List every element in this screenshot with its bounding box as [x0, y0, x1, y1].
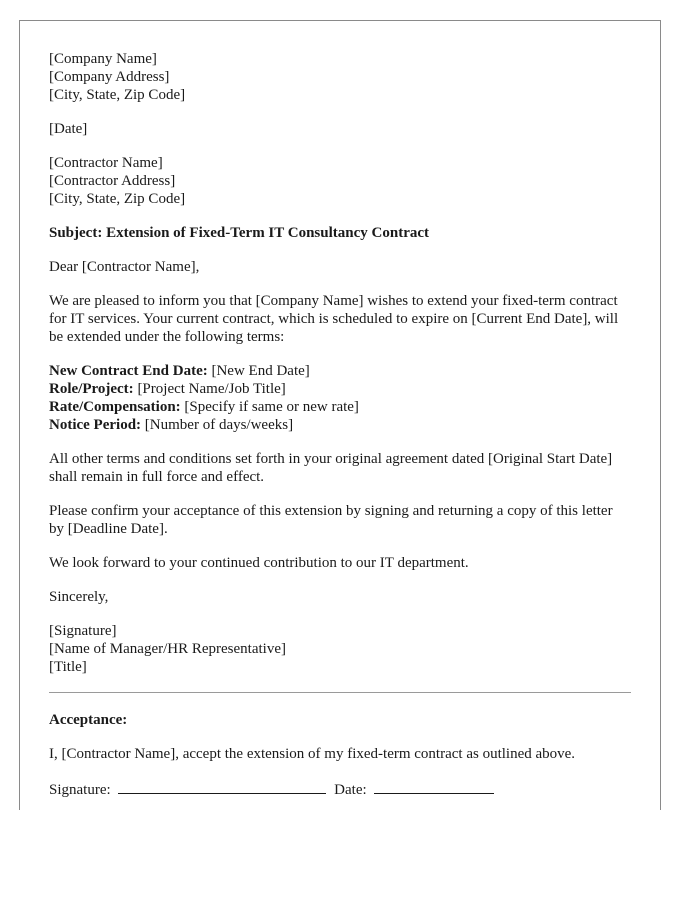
signature-row [49, 779, 631, 799]
term-item [49, 362, 631, 380]
sender-name: [Company Name] [49, 51, 157, 67]
term-label: Rate/Compensation: [49, 399, 181, 415]
signatory-name: [Name of Manager/HR Representative] [49, 641, 286, 657]
term-value: [Project Name/Job Title] [133, 381, 286, 397]
date-block [49, 120, 631, 138]
recipient-name: [Contractor Name] [49, 155, 163, 171]
recipient-city: [City, State, Zip Code] [49, 191, 186, 207]
conditions-paragraph: All other terms and conditions set forth in your original agreement dated [Original Start Date] shall remain in full force and effect. [49, 451, 613, 485]
acceptance-statement: I, [Contractor Name], accept the extension of my fixed-term contract as outlined above. [49, 746, 576, 762]
term-label: Role/Project: [49, 381, 134, 397]
signatory-block [49, 622, 631, 676]
recipient-block [49, 154, 631, 208]
term-item [49, 398, 631, 416]
signatory-title: [Title] [49, 659, 87, 675]
letter-page [19, 20, 661, 810]
signature-label: Signature: [49, 782, 111, 798]
signoff: Sincerely, [49, 589, 109, 605]
date-label: Date: [334, 782, 367, 798]
sender-address: [Company Address] [49, 69, 170, 85]
signature-placeholder: [Signature] [49, 623, 117, 639]
subject-line: Subject: Extension of Fixed-Term IT Consultancy Contract [49, 225, 430, 241]
term-value: [Specify if same or new rate] [180, 399, 359, 415]
salutation: Dear [Contractor Name], [49, 259, 200, 275]
intro-paragraph: We are pleased to inform you that [Company Name] wishes to extend your fixed-term contract for IT services. Your current contract, which is scheduled to expire on [Current End Date], will be extended under the following terms: [49, 293, 619, 345]
signature-field[interactable] [118, 779, 326, 794]
term-label: Notice Period: [49, 417, 142, 433]
acceptance-heading: Acceptance: [49, 712, 128, 728]
sender-block [49, 50, 631, 104]
term-item [49, 416, 631, 434]
closing-note: We look forward to your continued contribution to our IT department. [49, 555, 469, 571]
term-label: New Contract End Date: [49, 363, 208, 379]
terms-list [49, 362, 631, 434]
section-divider [49, 692, 631, 693]
term-item [49, 380, 631, 398]
term-value: [Number of days/weeks] [141, 417, 294, 433]
sender-city: [City, State, Zip Code] [49, 87, 186, 103]
date-field[interactable] [374, 779, 494, 794]
letter-date: [Date] [49, 121, 88, 137]
recipient-address: [Contractor Address] [49, 173, 176, 189]
term-value: [New End Date] [207, 363, 310, 379]
confirm-paragraph: Please confirm your acceptance of this extension by signing and returning a copy of this letter by [Deadline Date]. [49, 503, 613, 537]
